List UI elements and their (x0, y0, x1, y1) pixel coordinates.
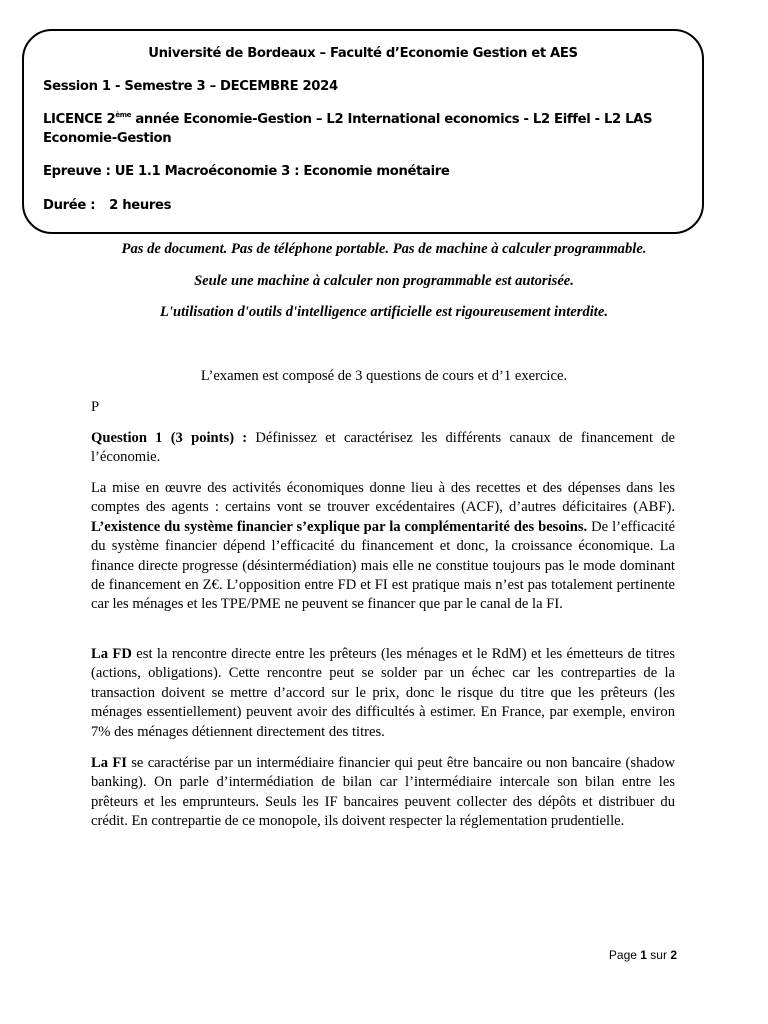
licence-prefix: LICENCE 2 (43, 112, 116, 127)
duree-line (43, 196, 680, 215)
epreuve-line: Epreuve : UE 1.1 Macroéconomie 3 : Economie monétaire (43, 164, 450, 179)
licence-rest: année Economie-Gestion – L2 International economics - L2 Eiffel - L2 LAS Economie-Gestion (43, 112, 653, 146)
duree-value: 2 heures (109, 198, 172, 213)
licence-superscript: ème (115, 111, 132, 119)
answer-p1-start: La mise en œuvre des activités économiques donne lieu à des recettes et des dépenses dans les comptes des agents : certains vont se trouver excédentaires (ACF), d’autres déficitaires (ABF). (91, 480, 675, 516)
footer-of-word: sur (646, 948, 671, 962)
answer-fi-label: La FI (91, 755, 127, 771)
footer-total-pages: 2 (670, 948, 677, 962)
session-line: Session 1 - Semestre 3 – DECEMBRE 2024 (43, 79, 338, 94)
notice-calculator: Seule une machine à calculer non programmable est autorisée. (194, 273, 574, 289)
notice-no-document: Pas de document. Pas de téléphone portable. Pas de machine à calculer programmable. (121, 241, 647, 257)
answer-paragraph-fd (91, 645, 675, 742)
page-footer (609, 947, 677, 963)
answer-fd-label: La FD (91, 646, 132, 662)
duree-label: Durée : (43, 198, 96, 213)
footer-current-page: 1 (640, 948, 647, 962)
answer-p1-bold: L’existence du système financier s’explique par la complémentarité des besoins. (91, 518, 588, 535)
stray-letter: P (91, 399, 100, 415)
question-1-label: Question 1 (3 points) : (91, 430, 248, 446)
question-1-text: Définissez et caractérisez les différents canaux de financement de l’économie. (91, 430, 676, 466)
answer-paragraph-fi (91, 754, 675, 832)
exam-composition: L’examen est composé de 3 questions de cours et d’1 exercice. (200, 368, 568, 384)
answer-fi-text: se caractérise par un intermédiaire financier qui peut être bancaire ou non bancaire (shadow banking). On parle d’intermédiation de bilan car l’intermédiaire intercale son bilan entre les prêteurs et les emprunteurs. Seuls les IF bancaires peuvent collecter des dépôts et distribuer du crédit. En contrepartie de ce monopole, ils doivent respecter la réglementation prudentielle. (91, 755, 675, 830)
answer-paragraph-1 (91, 479, 675, 615)
question-1 (91, 429, 675, 468)
answer-fd-text: est la rencontre directe entre les prêteurs (les ménages et le RdM) et les émetteurs de titres (actions, obligations). Cette rencontre peut se solder par un échec car les contreparties de la transaction doivent se mettre d’accord sur le prix, donc le risque du titre que les prêteurs (les ménages essentiellement) peuvent avoir des difficultés à estimer. En France, par exemple, environ 7% des ménages détiennent directement des titres. (91, 646, 675, 740)
answer-p1-end: De l’efficacité du système financier dépend l’efficacité du financement et donc, la croissance économique. La finance directe progresse (désintermédiation) mais elle ne constitue toujours pas le mode dominant de financement en Z€. L’opposition entre FD et FI est pratique mais n’est pas totalement pertinente car les ménages et les TPE/PME ne peuvent se financer que par le canal de la FI. (91, 518, 675, 613)
exam-header-box (22, 29, 704, 234)
licence-line (43, 110, 680, 148)
footer-page-word: Page (608, 948, 641, 962)
university-title: Université de Bordeaux – Faculté d’Economie Gestion et AES (148, 46, 578, 61)
notice-ai-forbidden: L'utilisation d'outils d'intelligence artificielle est rigoureusement interdite. (160, 304, 608, 320)
